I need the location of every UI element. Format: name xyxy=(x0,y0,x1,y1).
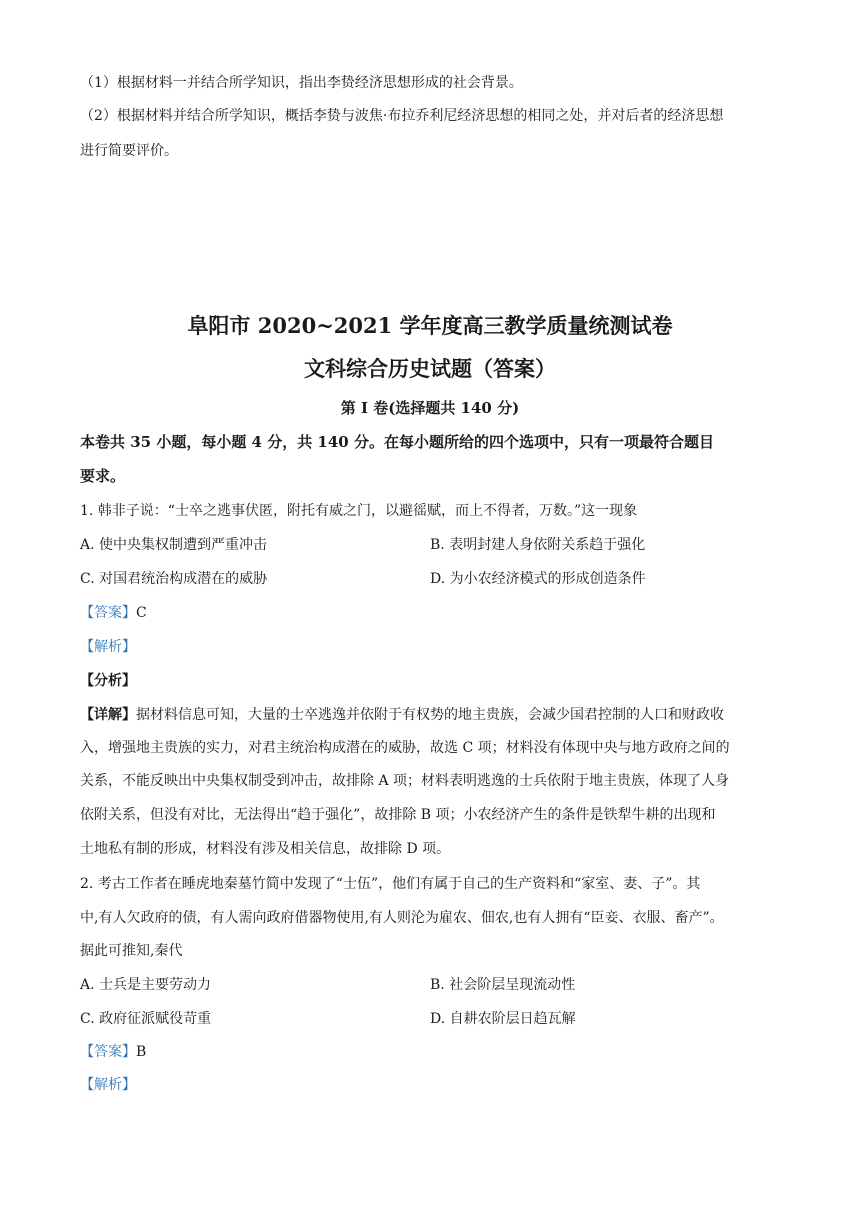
item-1-detail-line-3: 关系，不能反映出中央集权制受到冲击，故排除 A 项；材料表明逃逸的士兵依附于地主贵族，体现了人身 xyxy=(80,773,730,789)
question-1-prompt: （1）根据材料一并结合所学知识，指出李贽经济思想形成的社会背景。 xyxy=(80,75,523,91)
item-1-detail-line-5: 土地私有制的形成，材料没有涉及相关信息，故排除 D 项。 xyxy=(80,841,451,857)
detail-text: 据材料信息可知，大量的士卒逃逸并依附于有权势的地主贵族，会减少国君控制的人口和财政收 xyxy=(136,707,724,723)
item-1-stem: 1. 韩非子说：“士卒之逃事伏匿，附托有威之门，以避徭赋，而上不得者，万数。”这一现象 xyxy=(80,503,638,519)
item-2-stem-line-1: 2. 考古工作者在睡虎地秦墓竹简中发现了“士伍”，他们有属于自己的生产资料和“家室、妻、子”。其 xyxy=(80,876,701,892)
item-1-option-c: C. 对国君统治构成潜在的威胁 xyxy=(80,571,268,587)
answer-tag: 【答案】 xyxy=(80,605,136,621)
answer-value: B xyxy=(136,1044,147,1060)
item-2-option-c: C. 政府征派赋役苛重 xyxy=(80,1011,212,1027)
item-1-detail-line-1 xyxy=(80,706,785,724)
item-1-option-b: B. 表明封建人身依附关系趋于强化 xyxy=(430,537,646,553)
item-2-stem-line-3: 据此可推知,秦代 xyxy=(80,943,183,959)
document-title: 阜阳市 2020~2021 学年度高三教学质量统测试卷 xyxy=(187,313,673,338)
item-2-option-b: B. 社会阶层呈现流动性 xyxy=(430,977,576,993)
item-2-option-a: A. 士兵是主要劳动力 xyxy=(80,977,212,993)
item-1-fenxi-tag: 【分析】 xyxy=(80,673,136,689)
answer-tag: 【答案】 xyxy=(80,1044,136,1060)
question-2-prompt-line-1: （2）根据材料并结合所学知识，概括李贽与波焦·布拉乔利尼经济思想的相同之处，并对后者的经济思想 xyxy=(80,108,724,124)
item-1-option-a: A. 使中央集权制遭到严重冲击 xyxy=(80,537,268,553)
instruction-line-1: 本卷共 35 小题，每小题 4 分，共 140 分。在每小题所给的四个选项中，只有一项最符合题目 xyxy=(80,433,714,451)
item-2-stem-line-2: 中,有人欠政府的债，有人需向政府借器物使用,有人则沦为雇农、佃农,也有人拥有“臣妾、衣服、畜产”。 xyxy=(80,910,724,926)
item-2-option-d: D. 自耕农阶层日趋瓦解 xyxy=(430,1011,576,1027)
document-subtitle: 文科综合历史试题（答案） xyxy=(304,356,556,381)
item-2-analysis-tag: 【解析】 xyxy=(80,1077,136,1093)
section-heading: 第 I 卷(选择题共 140 分) xyxy=(340,399,520,417)
item-1-option-d: D. 为小农经济模式的形成创造条件 xyxy=(430,571,646,587)
item-1-answer xyxy=(80,604,785,622)
item-1-analysis-tag: 【解析】 xyxy=(80,639,136,655)
question-2-prompt-line-2: 进行简要评价。 xyxy=(80,143,178,159)
answer-value: C xyxy=(136,605,147,621)
detail-tag: 【详解】 xyxy=(80,707,136,723)
item-1-detail-line-2: 入，增强地主贵族的实力，对君主统治构成潜在的威胁，故选 C 项；材料没有体现中央与地方政府之间的 xyxy=(80,740,730,756)
item-2-answer xyxy=(80,1043,785,1061)
item-1-detail-line-4: 依附关系，但没有对比，无法得出“趋于强化”，故排除 B 项；小农经济产生的条件是铁犁牛耕的出现和 xyxy=(80,807,716,823)
instruction-line-2: 要求。 xyxy=(80,467,126,485)
